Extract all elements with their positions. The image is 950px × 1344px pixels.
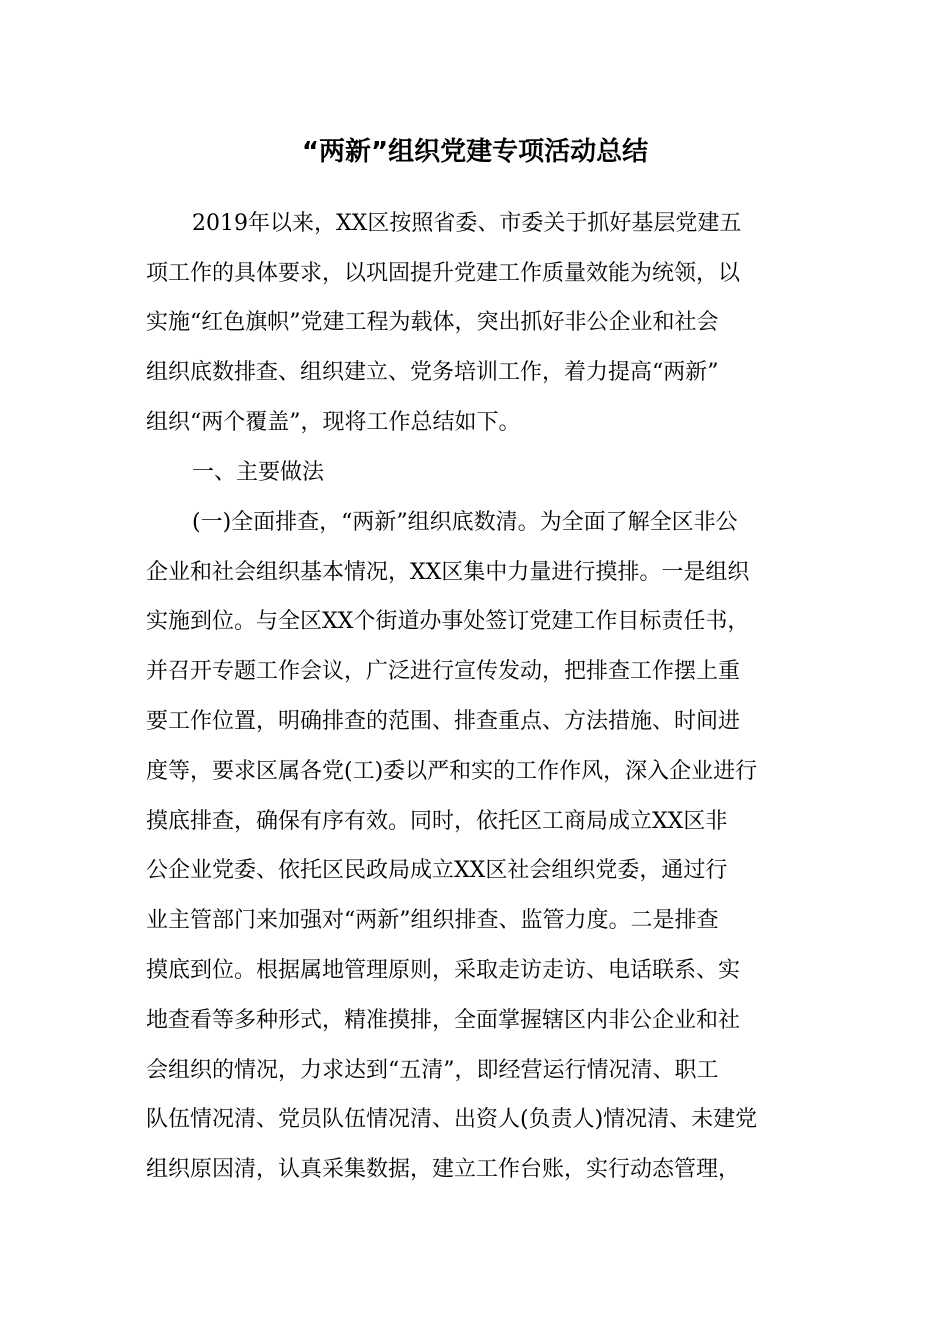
paragraph-line: (一)全面排查，“两新”组织底数清。为全面了解全区非公 — [192, 510, 738, 535]
paragraph-line: 实施到位。与全区XX个街道办事处签订党建工作目标责任书， — [146, 609, 750, 634]
paragraph-line: 2019年以来，XX区按照省委、市委关于抓好基层党建五 — [192, 211, 742, 236]
paragraph-line: 项工作的具体要求，以巩固提升党建工作质量效能为统领，以 — [146, 261, 741, 286]
paragraph-line: 组织“两个覆盖”，现将工作总结如下。 — [146, 410, 521, 435]
paragraph-line: 摸底排查，确保有序有效。同时，依托区工商局成立XX区非 — [146, 809, 728, 834]
paragraph-line: 实施“红色旗帜”党建工程为载体，突出抓好非公企业和社会 — [146, 310, 719, 335]
paragraph-line: 组织原因清，认真采集数据，建立工作台账，实行动态管理， — [146, 1157, 741, 1182]
paragraph-line: 业主管部门来加强对“两新”组织排查、监管力度。二是排查 — [146, 908, 719, 933]
paragraph-line: 队伍情况清、党员队伍情况清、出资人(负责人)情况清、未建党 — [146, 1107, 758, 1132]
paragraph-line: 摸底到位。根据属地管理原则，采取走访走访、电话联系、实 — [146, 958, 741, 983]
paragraph-line: 企业和社会组织基本情况，XX区集中力量进行摸排。一是组织 — [146, 560, 750, 585]
document-title: “两新”组织党建专项活动总结 — [301, 137, 649, 167]
paragraph-line: 要工作位置，明确排查的范围、排查重点、方法措施、时间进 — [146, 709, 741, 734]
paragraph-line: 公企业党委、依托区民政局成立XX区社会组织党委，通过行 — [146, 858, 728, 883]
paragraph-line: 度等，要求区属各党(工)委以严和实的工作作风，深入企业进行 — [146, 759, 758, 784]
paragraph-line: 地查看等多种形式，精准摸排，全面掌握辖区内非公企业和社 — [146, 1008, 741, 1033]
section-heading: 一、主要做法 — [192, 460, 325, 485]
paragraph-line: 会组织的情况，力求达到“五清”，即经营运行情况清、职工 — [146, 1058, 719, 1083]
paragraph-line: 并召开专题工作会议，广泛进行宣传发动，把排查工作摆上重 — [146, 659, 741, 684]
paragraph-line: 组织底数排查、组织建立、党务培训工作，着力提高“两新” — [146, 360, 719, 385]
